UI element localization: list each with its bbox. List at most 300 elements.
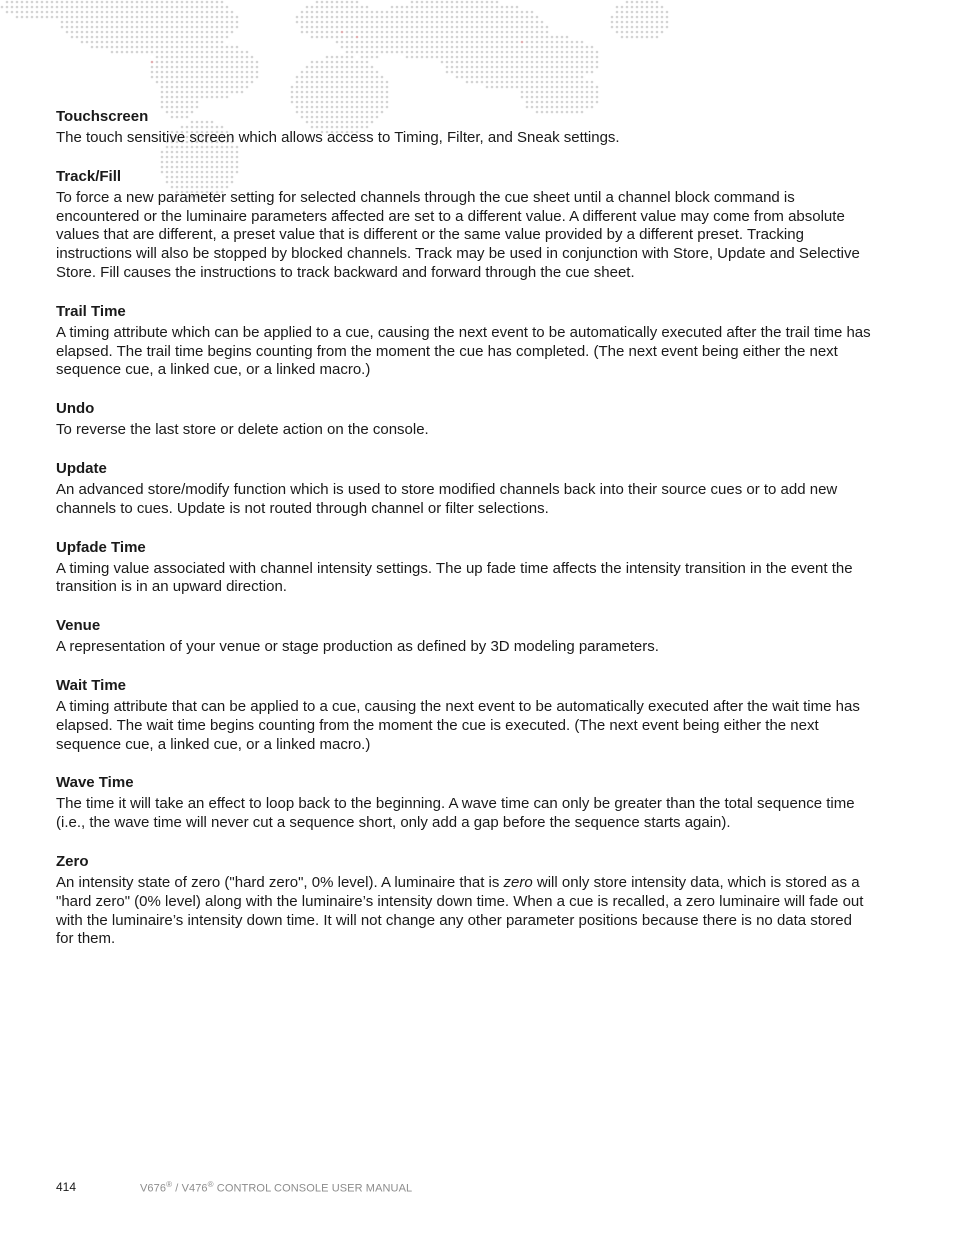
map-dot [636, 6, 639, 9]
map-dot [201, 16, 204, 19]
map-dot [491, 56, 494, 59]
map-dot [366, 96, 369, 99]
map-dot [176, 71, 179, 74]
map-dot [351, 31, 354, 34]
map-dot [6, 11, 9, 14]
map-dot [501, 36, 504, 39]
map-dot [86, 16, 89, 19]
map-dot [146, 16, 149, 19]
map-dot [346, 76, 349, 79]
map-dot [381, 46, 384, 49]
map-dot [231, 26, 234, 29]
map-dot [101, 46, 104, 49]
map-dot [36, 6, 39, 9]
map-dot [436, 26, 439, 29]
map-dot [371, 56, 374, 59]
map-dot [141, 21, 144, 24]
map-dot [136, 46, 139, 49]
map-dot [456, 16, 459, 19]
map-dot [471, 36, 474, 39]
map-dot [486, 31, 489, 34]
map-dot [561, 46, 564, 49]
map-dot [76, 31, 79, 34]
map-dot [206, 91, 209, 94]
map-dot [181, 101, 184, 104]
map-dot [131, 16, 134, 19]
map-dot [481, 16, 484, 19]
map-dot [306, 86, 309, 89]
map-dot [316, 66, 319, 69]
map-dot [316, 76, 319, 79]
map-dot [331, 6, 334, 9]
map-dot [136, 31, 139, 34]
map-dot [396, 41, 399, 44]
map-dot [331, 91, 334, 94]
map-dot [91, 31, 94, 34]
map-dot [131, 1, 134, 4]
map-dot [331, 101, 334, 104]
map-dot [581, 76, 584, 79]
map-dot [346, 11, 349, 14]
map-dot [91, 21, 94, 24]
map-dot [171, 31, 174, 34]
map-dot [566, 66, 569, 69]
map-dot [531, 61, 534, 64]
map-dot [151, 31, 154, 34]
map-dot [526, 86, 529, 89]
map-dot [186, 46, 189, 49]
map-dot [336, 96, 339, 99]
map-dot [321, 31, 324, 34]
map-dot [416, 56, 419, 59]
map-dot [76, 11, 79, 14]
map-dot [191, 96, 194, 99]
map-dot [51, 1, 54, 4]
map-dot [596, 61, 599, 64]
map-dot [136, 6, 139, 9]
map-dot [311, 71, 314, 74]
map-dot [196, 101, 199, 104]
map-dot [656, 26, 659, 29]
map-dot [376, 16, 379, 19]
map-dot [341, 66, 344, 69]
map-dot [626, 31, 629, 34]
map-dot [591, 101, 594, 104]
map-dot [356, 71, 359, 74]
map-dot [191, 56, 194, 59]
map-dot [311, 86, 314, 89]
map-dot [351, 16, 354, 19]
map-dot [471, 66, 474, 69]
map-dot [591, 91, 594, 94]
map-dot [456, 31, 459, 34]
map-dot [491, 66, 494, 69]
map-dot [126, 26, 129, 29]
map-dot [86, 1, 89, 4]
map-dot [566, 51, 569, 54]
map-dot [166, 16, 169, 19]
map-dot [221, 86, 224, 89]
map-dot [511, 11, 514, 14]
map-dot [391, 31, 394, 34]
map-dot [461, 61, 464, 64]
map-dot [221, 41, 224, 44]
map-dot [506, 71, 509, 74]
map-dot [336, 91, 339, 94]
map-dot [661, 16, 664, 19]
map-dot [66, 1, 69, 4]
map-dot [361, 6, 364, 9]
map-dot [186, 1, 189, 4]
map-dot [106, 36, 109, 39]
map-dot [471, 26, 474, 29]
map-dot [541, 86, 544, 89]
map-dot [536, 51, 539, 54]
map-dot [156, 26, 159, 29]
map-dot [211, 21, 214, 24]
map-dot [646, 6, 649, 9]
map-dot [451, 11, 454, 14]
map-dot [306, 26, 309, 29]
map-dot [331, 66, 334, 69]
map-dot [496, 71, 499, 74]
map-dot [146, 6, 149, 9]
map-dot [231, 86, 234, 89]
map-dot [486, 81, 489, 84]
map-dot [376, 36, 379, 39]
map-dot [111, 21, 114, 24]
map-dot [461, 16, 464, 19]
map-dot [531, 96, 534, 99]
map-dot [576, 96, 579, 99]
map-dot [361, 71, 364, 74]
map-dot [221, 26, 224, 29]
map-dot [536, 36, 539, 39]
map-dot [441, 41, 444, 44]
map-dot [301, 71, 304, 74]
map-dot [541, 71, 544, 74]
map-dot [536, 96, 539, 99]
map-dot [556, 51, 559, 54]
map-dot [536, 41, 539, 44]
map-dot [116, 51, 119, 54]
map-dot [216, 31, 219, 34]
map-dot [71, 1, 74, 4]
map-dot [86, 31, 89, 34]
map-dot [221, 91, 224, 94]
map-dot [176, 91, 179, 94]
map-dot [546, 86, 549, 89]
map-dot [571, 61, 574, 64]
map-dot [211, 76, 214, 79]
map-dot [246, 61, 249, 64]
map-dot [296, 101, 299, 104]
map-dot [296, 21, 299, 24]
map-dot [541, 41, 544, 44]
map-dot [356, 6, 359, 9]
term-heading: Track/Fill [56, 167, 122, 185]
map-dot [411, 16, 414, 19]
map-dot [61, 6, 64, 9]
map-dot [211, 61, 214, 64]
map-dot [346, 96, 349, 99]
map-dot [186, 31, 189, 34]
map-dot [446, 71, 449, 74]
map-dot [466, 41, 469, 44]
glossary-entry-touchscreen [56, 107, 871, 148]
map-dot [206, 71, 209, 74]
map-dot [351, 96, 354, 99]
map-dot [666, 26, 669, 29]
map-dot [161, 6, 164, 9]
map-dot [221, 61, 224, 64]
map-dot [411, 11, 414, 14]
map-dot [546, 81, 549, 84]
map-dot [326, 101, 329, 104]
map-dot [441, 36, 444, 39]
map-dot [336, 101, 339, 104]
map-dot [371, 71, 374, 74]
map-dot [371, 86, 374, 89]
map-dot [71, 6, 74, 9]
map-dot [76, 36, 79, 39]
map-dot [166, 11, 169, 14]
map-dot [526, 101, 529, 104]
map-dot [176, 66, 179, 69]
map-dot [556, 81, 559, 84]
map-dot [451, 46, 454, 49]
map-dot [221, 31, 224, 34]
map-dot [116, 1, 119, 4]
map-dot [431, 16, 434, 19]
map-dot [516, 81, 519, 84]
glossary-entry-wait-time [56, 676, 871, 754]
map-dot [246, 71, 249, 74]
map-dot [431, 26, 434, 29]
map-dot [471, 21, 474, 24]
map-dot [551, 81, 554, 84]
map-dot [341, 56, 344, 59]
map-dot [521, 66, 524, 69]
map-dot [156, 61, 159, 64]
map-dot [446, 61, 449, 64]
map-dot [506, 46, 509, 49]
map-dot [351, 71, 354, 74]
map-dot [486, 1, 489, 4]
map-dot [141, 16, 144, 19]
map-dot [391, 51, 394, 54]
map-dot [146, 31, 149, 34]
map-dot [566, 41, 569, 44]
map-dot [386, 36, 389, 39]
map-dot [596, 91, 599, 94]
map-dot [231, 71, 234, 74]
map-dot [361, 81, 364, 84]
map-dot [176, 101, 179, 104]
map-dot [81, 1, 84, 4]
map-dot [171, 1, 174, 4]
map-dot [321, 86, 324, 89]
map-dot [591, 81, 594, 84]
map-dot [561, 71, 564, 74]
map-dot [206, 46, 209, 49]
map-dot [221, 36, 224, 39]
definition-text: An intensity state of zero ("hard zero", 0% level). A luminaire that is [56, 873, 504, 891]
map-dot [211, 26, 214, 29]
map-dot [91, 41, 94, 44]
map-dot [221, 71, 224, 74]
map-dot [166, 71, 169, 74]
map-dot [546, 61, 549, 64]
map-dot [331, 96, 334, 99]
map-dot [216, 81, 219, 84]
map-dot [181, 11, 184, 14]
map-dot [176, 96, 179, 99]
map-dot [66, 11, 69, 14]
map-dot [156, 21, 159, 24]
map-dot [476, 41, 479, 44]
map-dot [171, 41, 174, 44]
map-dot [466, 71, 469, 74]
map-dot [161, 11, 164, 14]
map-dot [196, 76, 199, 79]
map-dot [211, 86, 214, 89]
map-dot [171, 66, 174, 69]
map-dot [291, 96, 294, 99]
map-dot [96, 36, 99, 39]
map-dot [591, 71, 594, 74]
map-dot [386, 11, 389, 14]
map-dot [516, 56, 519, 59]
map-dot [341, 41, 344, 44]
map-dot [81, 11, 84, 14]
map-dot [106, 6, 109, 9]
map-dot [301, 81, 304, 84]
map-dot [221, 96, 224, 99]
map-dot [406, 56, 409, 59]
map-dot [386, 41, 389, 44]
map-dot [531, 51, 534, 54]
map-dot [571, 101, 574, 104]
map-dot [311, 91, 314, 94]
map-dot [581, 71, 584, 74]
map-dot [181, 81, 184, 84]
map-dot [16, 11, 19, 14]
map-dot [446, 31, 449, 34]
map-dot [501, 86, 504, 89]
map-dot [201, 6, 204, 9]
map-dot [456, 46, 459, 49]
map-dot [551, 101, 554, 104]
map-dot [346, 36, 349, 39]
map-dot [161, 26, 164, 29]
map-dot [631, 31, 634, 34]
map-dot [386, 91, 389, 94]
map-dot [416, 21, 419, 24]
map-dot [211, 31, 214, 34]
map-dot [331, 11, 334, 14]
map-dot [341, 1, 344, 4]
map-dot [131, 46, 134, 49]
map-dot [526, 61, 529, 64]
map-dot [336, 71, 339, 74]
map-dot [246, 76, 249, 79]
map-dot [501, 81, 504, 84]
map-dot [206, 61, 209, 64]
map-dot [611, 16, 614, 19]
map-dot [171, 11, 174, 14]
map-dot [536, 91, 539, 94]
map-dot [646, 21, 649, 24]
map-dot [466, 56, 469, 59]
map-dot [411, 56, 414, 59]
map-dot [451, 36, 454, 39]
map-dot [401, 51, 404, 54]
map-dot [76, 1, 79, 4]
map-dot [486, 41, 489, 44]
map-dot [426, 11, 429, 14]
map-dot [521, 76, 524, 79]
map-dot [326, 11, 329, 14]
map-dot [466, 31, 469, 34]
term-definition: The touch sensitive screen which allows access to Timing, Filter, and Sneak settings. [56, 129, 620, 146]
map-dot [176, 61, 179, 64]
map-dot [461, 11, 464, 14]
map-dot [166, 1, 169, 4]
map-dot [346, 51, 349, 54]
map-dot [431, 1, 434, 4]
map-dot [171, 81, 174, 84]
map-dot [466, 76, 469, 79]
map-dot [201, 1, 204, 4]
map-dot [41, 11, 44, 14]
map-dot [151, 26, 154, 29]
map-dot [346, 101, 349, 104]
map-dot [191, 91, 194, 94]
map-dot [121, 46, 124, 49]
map-dot [511, 31, 514, 34]
map-dot [511, 51, 514, 54]
map-dot [656, 16, 659, 19]
map-dot [211, 46, 214, 49]
map-dot [476, 51, 479, 54]
map-dot [576, 76, 579, 79]
map-dot [131, 11, 134, 14]
map-dot [241, 51, 244, 54]
map-dot [531, 86, 534, 89]
map-dot [501, 16, 504, 19]
map-dot [441, 6, 444, 9]
map-dot [366, 101, 369, 104]
map-dot [481, 6, 484, 9]
map-dot [481, 56, 484, 59]
map-dot [101, 1, 104, 4]
map-dot [211, 56, 214, 59]
map-dot [201, 51, 204, 54]
map-dot [451, 1, 454, 4]
map-dot [371, 16, 374, 19]
map-dot [186, 91, 189, 94]
map-dot [171, 76, 174, 79]
map-dot [511, 86, 514, 89]
map-dot [366, 21, 369, 24]
map-dot [361, 46, 364, 49]
map-dot [376, 86, 379, 89]
map-dot [531, 56, 534, 59]
map-dot [366, 51, 369, 54]
map-dot [191, 16, 194, 19]
map-dot [226, 21, 229, 24]
